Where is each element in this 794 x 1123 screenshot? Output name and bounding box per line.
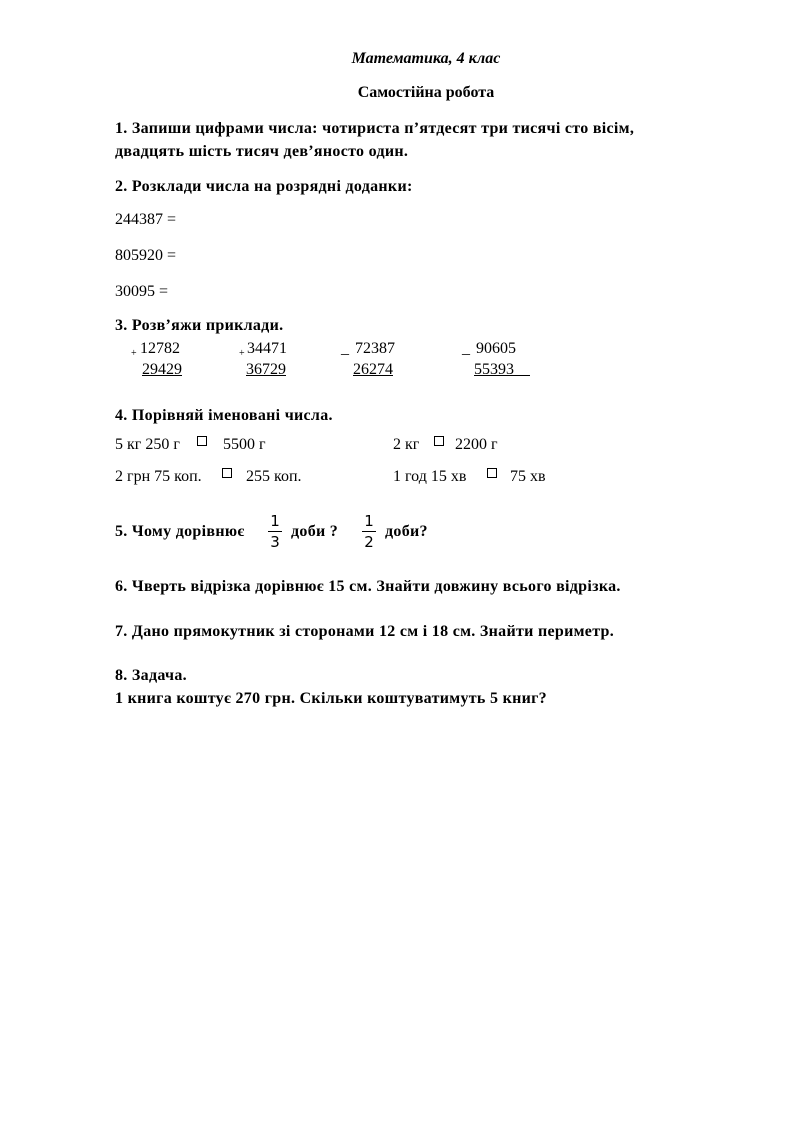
compare-right-2: 2200 г bbox=[455, 436, 498, 453]
task4-heading: 4. Порівняй іменовані числа. bbox=[115, 407, 333, 424]
fraction-bar bbox=[268, 531, 282, 532]
task5-prefix: 5. Чому дорівнює bbox=[115, 523, 245, 540]
task8-text: 1 книга коштує 270 грн. Скільки коштуватимуть 5 книг? bbox=[115, 690, 547, 707]
example-top-number: 90605 bbox=[476, 340, 516, 357]
compare-right-3: 255 коп. bbox=[246, 468, 302, 485]
task8-heading: 8. Задача. bbox=[115, 667, 187, 684]
fraction-numerator: 1 bbox=[364, 512, 374, 530]
task7-text: 7. Дано прямокутник зі сторонами 12 см і 18 см. Знайти периметр. bbox=[115, 623, 615, 640]
task6-text: 6. Чверть відрізка дорівнює 15 см. Знайти довжину всього відрізка. bbox=[115, 578, 621, 595]
task2-heading: 2. Розклади числа на розрядні доданки: bbox=[115, 178, 413, 195]
compare-left-3: 2 грн 75 коп. bbox=[115, 468, 202, 485]
example-top-number: 12782 bbox=[140, 340, 180, 357]
compare-left-1: 5 кг 250 г bbox=[115, 436, 180, 453]
compare-box[interactable] bbox=[197, 436, 207, 446]
fraction-numerator: 1 bbox=[270, 512, 280, 530]
plus-sign: + bbox=[239, 348, 245, 359]
task1-line2: двадцять шість тисяч дев’яносто один. bbox=[115, 143, 409, 160]
example-bottom-number: 26274 bbox=[353, 361, 393, 378]
compare-box[interactable] bbox=[222, 468, 232, 478]
compare-box[interactable] bbox=[487, 468, 497, 478]
task3-heading: 3. Розв’яжи приклади. bbox=[115, 317, 284, 334]
fraction-denominator: 2 bbox=[364, 533, 374, 551]
task2-item: 244387 = bbox=[115, 211, 177, 228]
plus-sign: + bbox=[131, 348, 137, 359]
task5-suffix: доби? bbox=[385, 523, 428, 540]
fraction-denominator: 3 bbox=[270, 533, 280, 551]
example-bottom-number: 29429 bbox=[142, 361, 182, 378]
task5-middle: доби ? bbox=[291, 523, 339, 540]
fraction-bar bbox=[362, 531, 376, 532]
example-top-number: 72387 bbox=[355, 340, 395, 357]
example-bottom-number: 36729 bbox=[246, 361, 286, 378]
example-top-number: 34471 bbox=[247, 340, 287, 357]
task1-line1: 1. Запиши цифрами числа: чотириста п’ятдесят три тисячі сто вісім, bbox=[115, 120, 635, 137]
fraction-one-third bbox=[268, 513, 282, 550]
compare-left-4: 1 год 15 хв bbox=[393, 468, 467, 485]
example-bottom-number: 55393 bbox=[474, 361, 514, 378]
compare-box[interactable] bbox=[434, 436, 444, 446]
compare-right-4: 75 хв bbox=[510, 468, 546, 485]
page-title: Математика, 4 клас bbox=[351, 50, 501, 67]
minus-sign: _ bbox=[462, 340, 470, 357]
task2-item: 30095 = bbox=[115, 283, 169, 300]
page-subtitle: Самостійна робота bbox=[357, 84, 495, 101]
compare-left-2: 2 кг bbox=[393, 436, 420, 453]
task2-item: 805920 = bbox=[115, 247, 177, 264]
minus-sign: _ bbox=[341, 340, 349, 357]
fraction-one-half bbox=[362, 513, 376, 550]
compare-right-1: 5500 г bbox=[223, 436, 266, 453]
